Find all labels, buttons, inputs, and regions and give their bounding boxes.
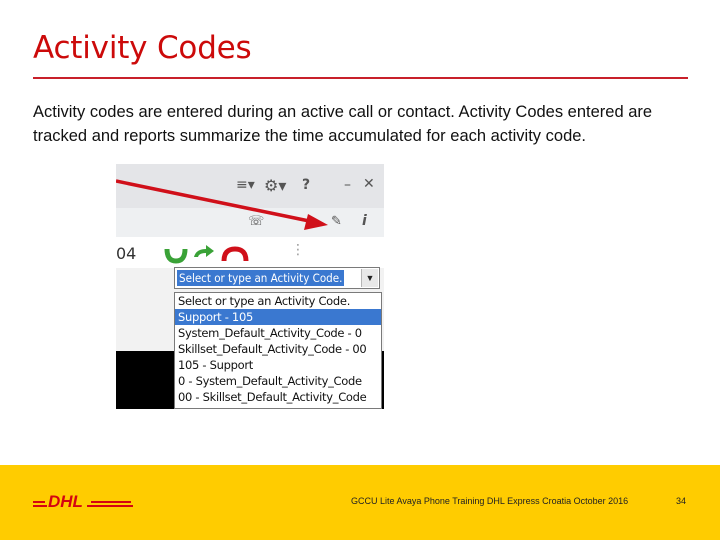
list-item[interactable]: System_Default_Activity_Code - 0: [178, 326, 362, 340]
dhl-logo: [33, 492, 133, 512]
hangup-icon: [224, 249, 246, 261]
slide-title: Activity Codes: [33, 30, 252, 66]
activity-code-list[interactable]: [174, 292, 382, 409]
minimize-icon[interactable]: –: [344, 177, 351, 193]
list-item[interactable]: 00 - Skillset_Default_Activity_Code: [178, 390, 367, 404]
avaya-screenshot: [116, 164, 384, 409]
call-icons: [162, 243, 262, 265]
pointer-arrow: [116, 164, 384, 244]
list-item[interactable]: Skillset_Default_Activity_Code - 00: [178, 342, 367, 356]
separator-icon: ⋮: [291, 242, 305, 258]
gear-icon[interactable]: ⚙▾: [264, 176, 287, 195]
transfer-icon: [194, 245, 214, 257]
arrow-head: [304, 214, 328, 230]
list-item[interactable]: Support - 105: [175, 309, 381, 325]
hold-icon: [167, 249, 185, 261]
footer-text: GCCU Lite Avaya Phone Training DHL Express Croatia October 2016: [351, 496, 629, 506]
logo-text: DHL: [48, 492, 83, 511]
info-icon[interactable]: i: [362, 213, 367, 229]
line-number: 04: [116, 244, 137, 263]
help-icon[interactable]: ?: [302, 177, 311, 193]
list-item[interactable]: 105 - Support: [178, 358, 253, 372]
chevron-down-icon[interactable]: ▼: [361, 269, 378, 287]
list-item[interactable]: 0 - System_Default_Activity_Code: [178, 374, 362, 388]
menu-icon[interactable]: ≡▾: [236, 177, 255, 193]
arrow-shaft: [116, 181, 314, 222]
close-icon[interactable]: ✕: [363, 176, 375, 192]
page-number: 34: [676, 496, 687, 506]
slide-body-text: Activity codes are entered during an active call or contact. Activity Codes entered are tracked and reports summarize the time accumulated for each activity code.: [33, 103, 653, 145]
phone-settings-icon[interactable]: ☏: [248, 214, 265, 229]
title-divider: [33, 77, 688, 79]
activity-code-combo[interactable]: [174, 267, 380, 289]
combo-value: Select or type an Activity Code.: [179, 271, 343, 285]
list-item[interactable]: Select or type an Activity Code.: [178, 294, 351, 308]
notes-icon[interactable]: ✎: [331, 214, 342, 229]
